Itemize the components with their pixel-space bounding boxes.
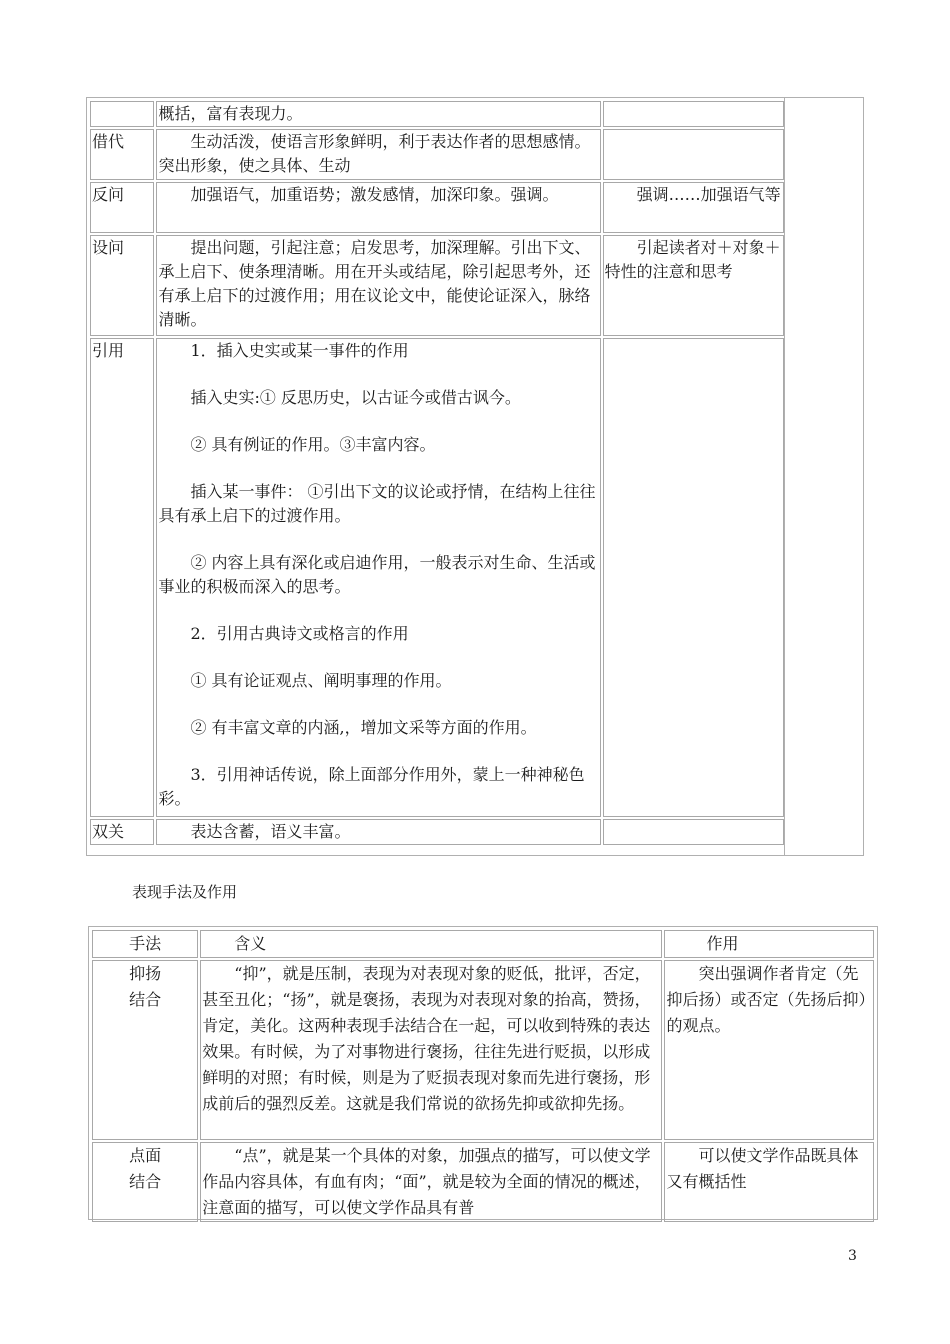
device-name [90, 101, 154, 127]
technique-function: 可以使文学作品既具体又有概括性 [664, 1142, 874, 1222]
section-caption: 表现手法及作用 [132, 883, 238, 901]
device-name: 设问 [90, 235, 154, 336]
device-description: 加强语气，加重语势；激发感情，加深印象。强调。 [156, 182, 600, 233]
device-function: 引起读者对＋对象＋特性的注意和思考 [603, 235, 784, 336]
device-description: 生动活泼，使语言形象鲜明，利于表达作者的思想感情。突出形象，使之具体、生动 [156, 129, 600, 180]
table-header-row [92, 930, 874, 958]
device-function: 强调……加强语气等 [603, 182, 784, 233]
technique-name: 抑扬结合 [92, 960, 198, 1140]
technique-meaning: “抑”，就是压制，表现为对表现对象的贬低，批评，否定，甚至丑化；“扬”，就是褒扬，表现为对表现对象的抬高，赞扬，肯定，美化。这两种表现手法结合在一起，可以收到特殊的表达效果。有时候，为了对事物进行褒扬，往往先进行贬损，以形成鲜明的对照；有时候，则是为了贬损表现对象而先进行褒扬，形成前后的强烈反差。这就是我们常说的欲扬先抑或欲抑先扬。 [200, 960, 662, 1140]
device-function [603, 101, 784, 127]
table1-right-cell [784, 97, 864, 856]
device-description: 提出问题，引起注意；启发思考，加深理解。引出下文、承上启下、使条理清晰。用在开头或结尾，除引起思考外，还有承上启下的过渡作用；用在议论文中，能使论证深入，脉络清晰。 [156, 235, 600, 336]
table-row [90, 129, 784, 180]
device-name: 引用 [90, 338, 154, 817]
header-meaning: 含义 [200, 930, 662, 958]
table-row [90, 182, 784, 233]
device-description: 1．插入史实或某一事件的作用 插入史实:① 反思历史，以古证今或借古讽今。 ② 具有例证的作用。③丰富内容。 插入某一事件： ①引出下文的议论或抒情，在结构上往往具有承上启下的过渡作用。 ② 内容上具有深化或启迪作用，一般表示对生命、生活或事业的积极而深入的思考。 2．引用古典诗文或格言的作用 ① 具有论证观点、阐明事理的作用。 ② 有丰富文章的内涵,，增加文采等方面的作用。 3．引用神话传说，除上面部分作用外，蒙上一种神秘色彩。 [156, 338, 600, 817]
header-technique: 手法 [92, 930, 198, 958]
table-row [90, 819, 784, 845]
device-description: 表达含蓄，语义丰富。 [156, 819, 600, 845]
device-description: 概括，富有表现力。 [156, 101, 600, 127]
technique-name: 点面结合 [92, 1142, 198, 1222]
device-function [603, 819, 784, 845]
technique-meaning: “点”，就是某一个具体的对象，加强点的描写，可以使文学作品内容具体，有血有肉；“面”，就是较为全面的情况的概述，注意面的描写，可以使文学作品具有普 [200, 1142, 662, 1222]
page-number: 3 [848, 1248, 857, 1264]
device-name: 反问 [90, 182, 154, 233]
table-row [90, 235, 784, 336]
header-function: 作用 [664, 930, 874, 958]
table-row [92, 1142, 874, 1222]
table-row [90, 338, 784, 817]
device-name: 双关 [90, 819, 154, 845]
rhetoric-table [88, 99, 786, 847]
table-row [92, 960, 874, 1140]
techniques-table [90, 928, 876, 1224]
technique-function: 突出强调作者肯定（先抑后扬）或否定（先扬后抑）的观点。 [664, 960, 874, 1140]
table-row [90, 101, 784, 127]
device-function [603, 129, 784, 180]
device-function [603, 338, 784, 817]
device-name: 借代 [90, 129, 154, 180]
